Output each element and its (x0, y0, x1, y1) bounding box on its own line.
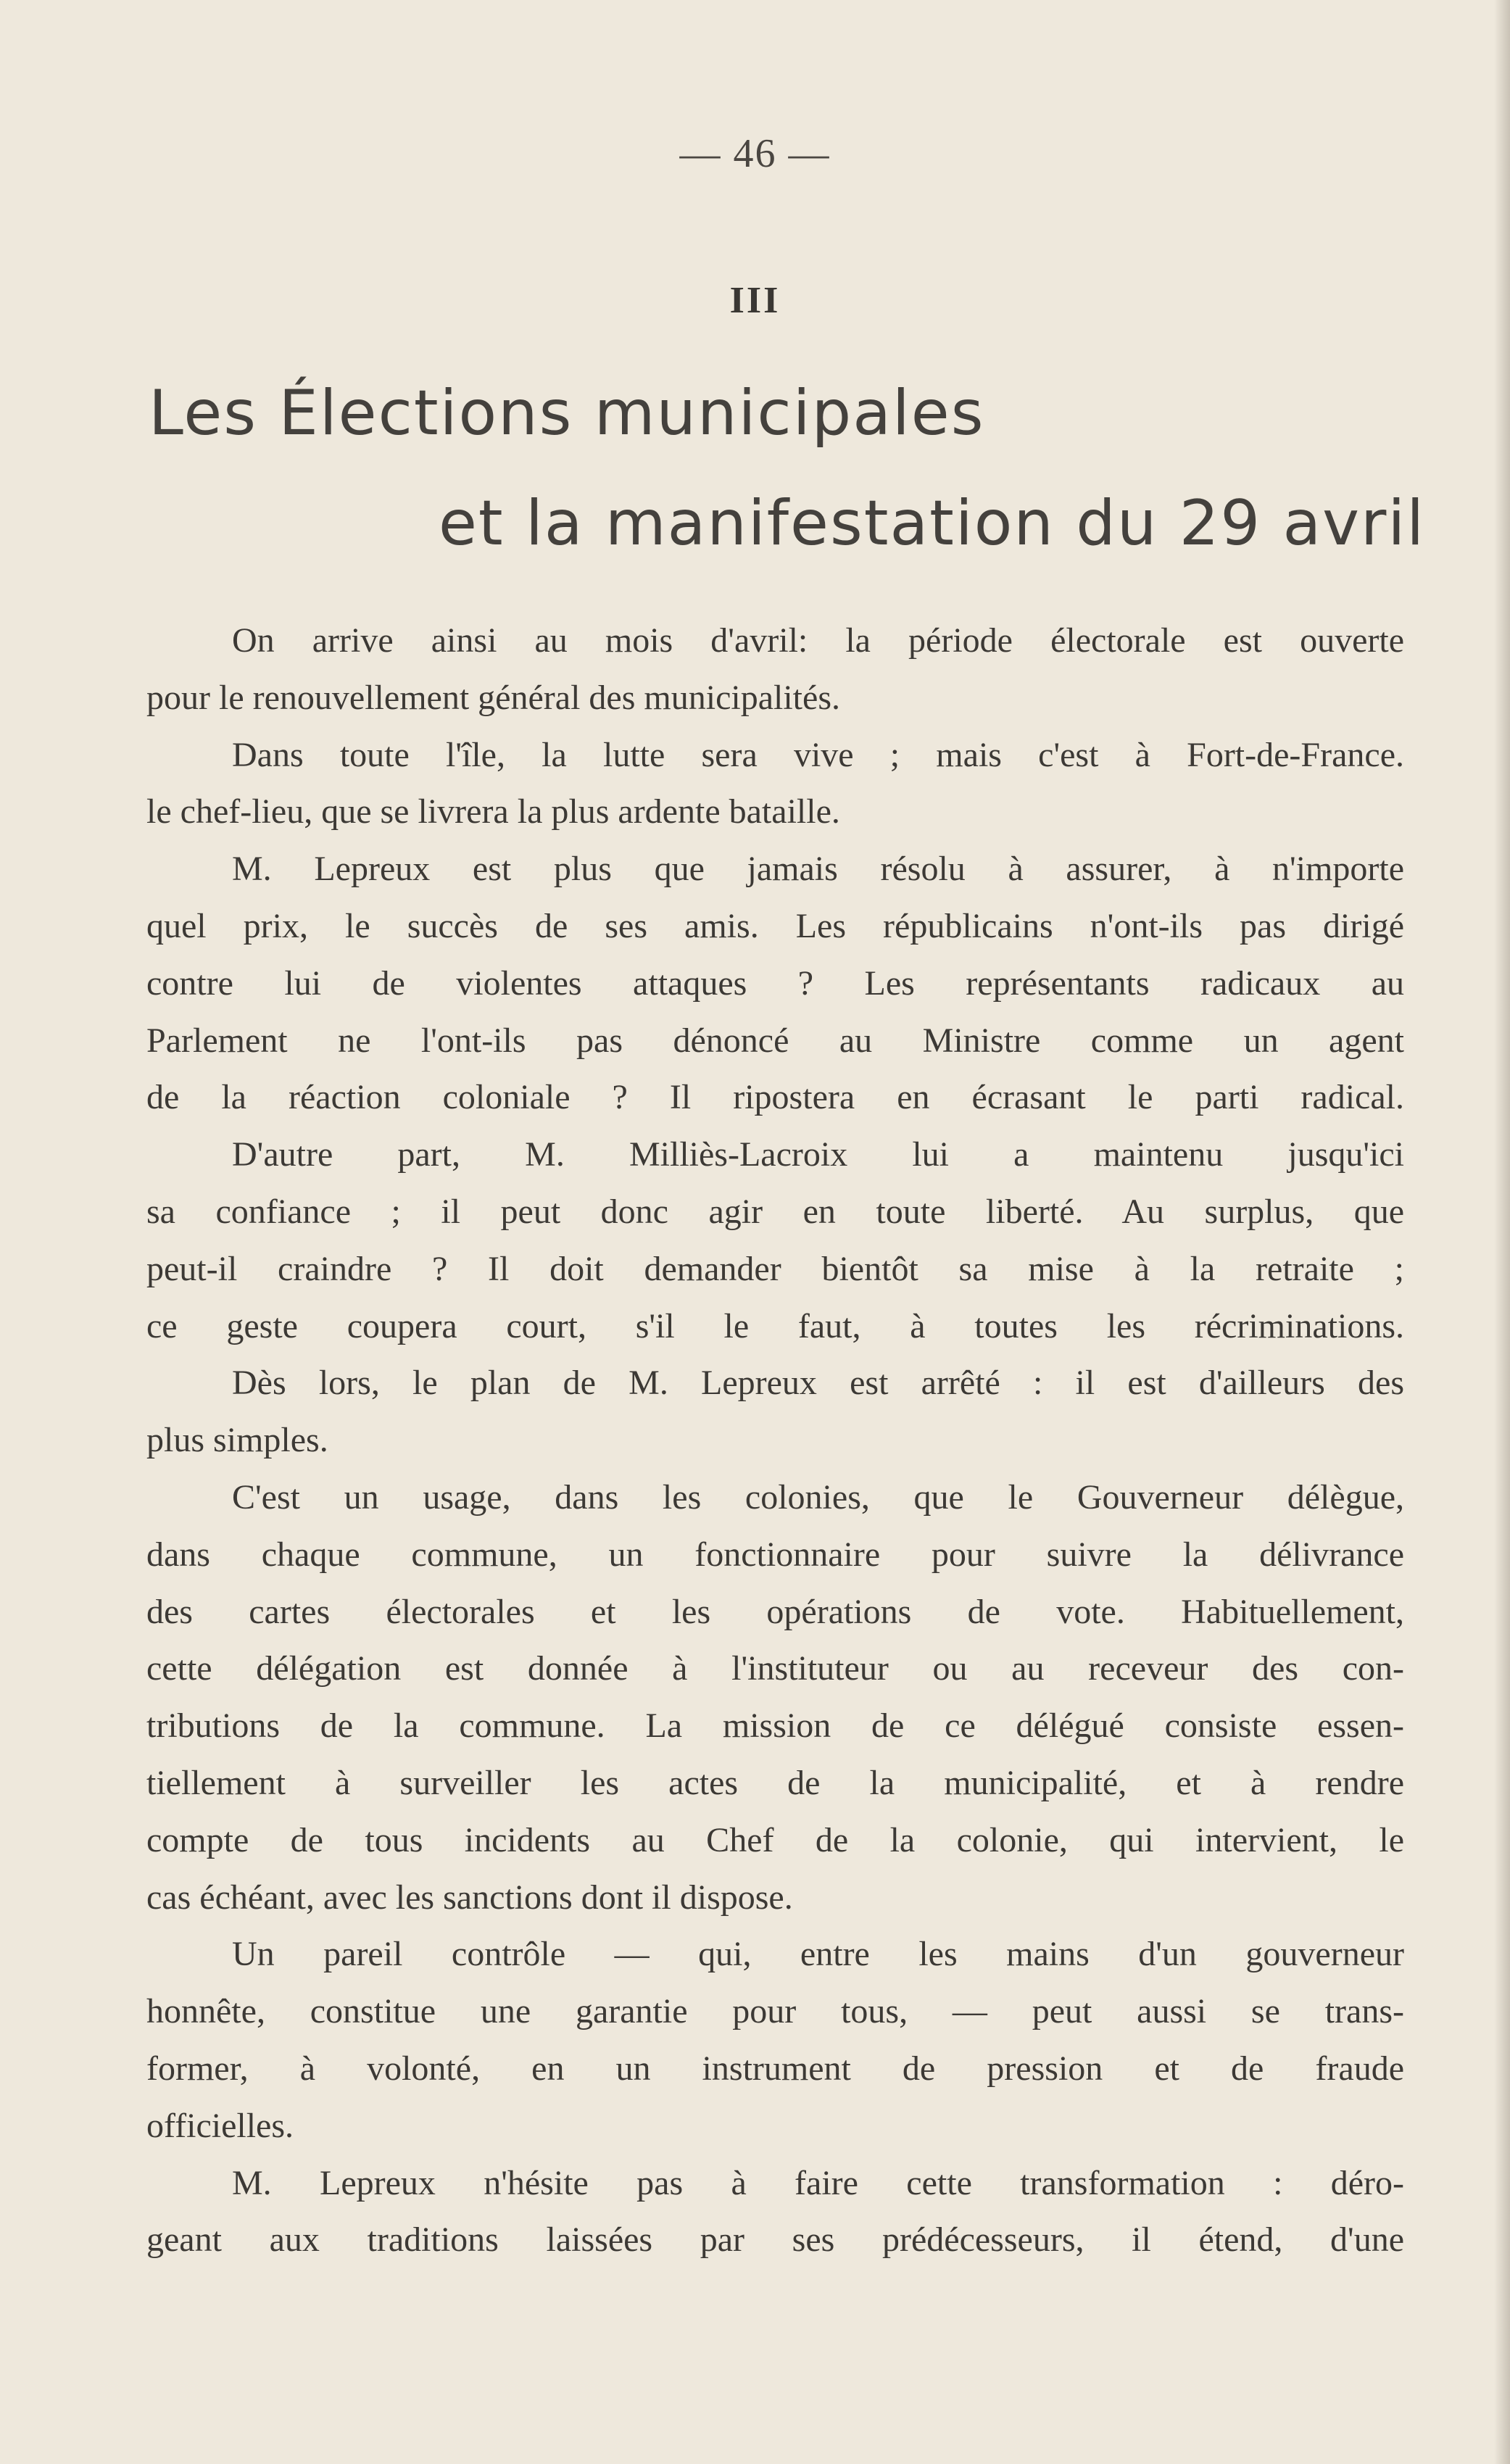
body-text (146, 613, 1404, 2269)
text-line: tributions de la commune. La mission de ce délégué consiste essen- (146, 1706, 1404, 1746)
text-line: de la réaction coloniale ? Il ripostera en écrasant le parti radical. (146, 1078, 1404, 1117)
text-line: D'autre part, M. Milliès-Lacroix lui a maintenu jusqu'ici (232, 1135, 1404, 1174)
chapter-title-line-1: Les Élections municipales (149, 377, 985, 449)
text-line: pour le renouvellement général des municipalités. (146, 678, 840, 717)
text-line: Dans toute l'île, la lutte sera vive ; mais c'est à Fort-de-France. (232, 735, 1404, 774)
text-line: dans chaque commune, un fonctionnaire pour suivre la délivrance (146, 1535, 1404, 1574)
text-line: former, à volonté, en un instrument de pression et de fraude (146, 2049, 1404, 2088)
text-line: honnête, constitue une garantie pour tous, — peut aussi se trans- (146, 1992, 1404, 2031)
text-line: Dès lors, le plan de M. Lepreux est arrêté : il est d'ailleurs des (232, 1364, 1404, 1403)
text-line: quel prix, le succès de ses amis. Les républicains n'ont-ils pas dirigé (146, 906, 1404, 945)
text-line: Parlement ne l'ont-ils pas dénoncé au Ministre comme un agent (146, 1021, 1404, 1060)
text-line: plus simples. (146, 1421, 328, 1460)
text-line: On arrive ainsi au mois d'avril: la période électorale est ouverte (232, 621, 1404, 660)
text-line: M. Lepreux est plus que jamais résolu à assurer, à n'importe (232, 850, 1404, 889)
text-line: officielles. (146, 2106, 294, 2145)
text-line: geant aux traditions laissées par ses prédécesseurs, il étend, d'une (146, 2220, 1404, 2260)
text-line: compte de tous incidents au Chef de la colonie, qui intervient, le (146, 1820, 1404, 1859)
text-line: C'est un usage, dans les colonies, que le Gouverneur délègue, (232, 1477, 1404, 1517)
text-line: M. Lepreux n'hésite pas à faire cette transformation : déro- (232, 2163, 1404, 2202)
text-line: tiellement à surveiller les actes de la municipalité, et à rendre (146, 1763, 1404, 1802)
text-line: Un pareil contrôle — qui, entre les mains d'un gouverneur (232, 1935, 1404, 1974)
page-spine-shadow (1494, 0, 1510, 2464)
text-line: cas échéant, avec les sanctions dont il dispose. (146, 1878, 793, 1917)
text-line: contre lui de violentes attaques ? Les représentants radicaux au (146, 963, 1404, 1003)
text-line: peut-il craindre ? Il doit demander bientôt sa mise à la retraite ; (146, 1249, 1404, 1288)
text-line: des cartes électorales et les opérations de vote. Habituellement, (146, 1592, 1404, 1631)
text-line: cette délégation est donnée à l'instituteur ou au receveur des con- (146, 1649, 1404, 1688)
text-line: ce geste coupera court, s'il le faut, à toutes les récriminations. (146, 1306, 1404, 1345)
section-number: III (729, 280, 781, 321)
chapter-title-line-2: et la manifestation du 29 avril (439, 487, 1426, 560)
page-number: — 46 — (679, 131, 831, 176)
text-line: sa confiance ; il peut donc agir en toute liberté. Au surplus, que (146, 1192, 1404, 1231)
text-line: le chef-lieu, que se livrera la plus ardente bataille. (146, 792, 840, 831)
